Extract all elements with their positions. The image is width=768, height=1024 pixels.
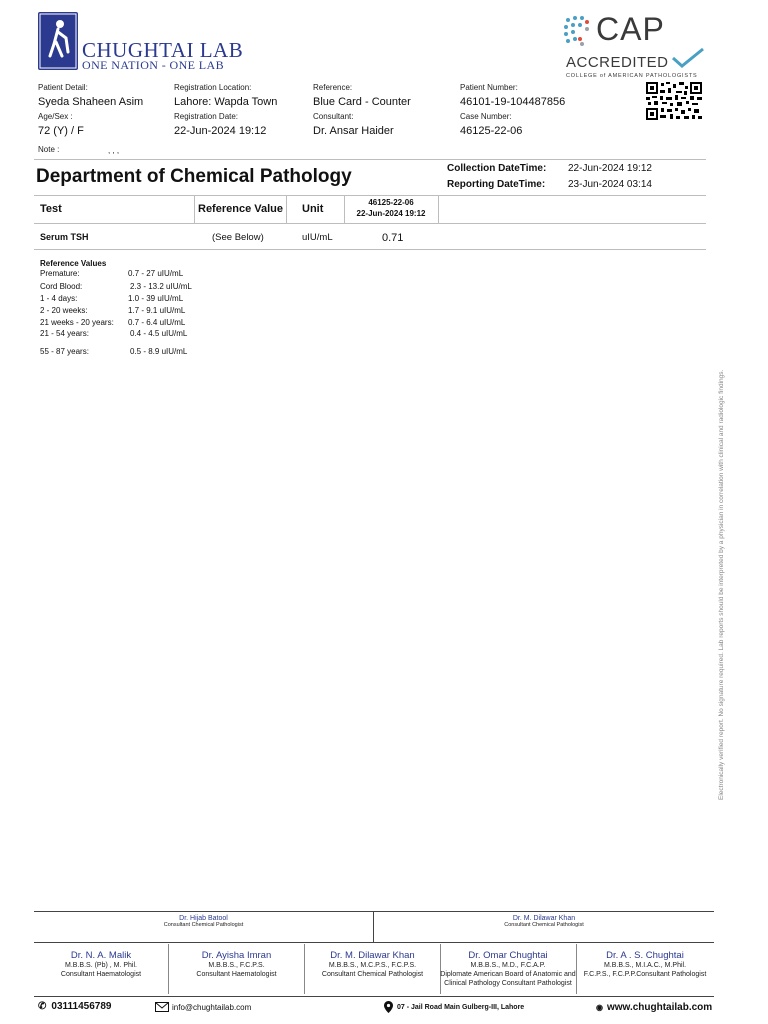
signatory-quals: M.B.B.S., M.D., F.C.A.P. [470,962,546,969]
row-test: Serum TSH [40,232,89,242]
footer-address [384,1001,524,1013]
cap-org: COLLEGE of AMERICAN PATHOLOGISTS [566,73,698,79]
signatory-2 [169,950,304,979]
patient-name: Syeda Shaheen Asim [38,96,144,108]
cap-accredited: ACCREDITED [566,54,669,71]
globe-icon: ◉ [596,1003,603,1012]
ref-label: 55 - 87 years: [40,347,89,356]
signatory-name: Dr. Omar Chughtai [468,950,548,961]
signatories-mid-line [34,942,714,943]
cap-dots-icon [562,14,598,54]
footer-top-line [34,996,714,997]
col-sep [194,195,195,223]
ref-range: 1.0 - 39 uIU/mL [128,294,184,303]
col-sep [438,195,439,223]
walking-man-icon [38,12,78,70]
footer-website[interactable] [596,1002,712,1013]
note-value: , , , [108,146,120,155]
signatory-top-1 [34,915,373,929]
checkmark-icon [670,46,706,70]
table-header-top [34,195,706,196]
reference-value: Blue Card - Counter [313,96,411,108]
signatory-title: Consultant Haematologist [196,971,277,978]
age-sex: 72 (Y) / F [38,125,84,137]
ref-label: 21 - 54 years: [40,329,89,338]
table-header-bottom [34,223,706,224]
signatory-title: Consultant Chemical Pathologist [504,922,584,928]
reference-label: Reference: [313,83,353,92]
ref-label: 1 - 4 days: [40,294,78,303]
reg-location-label: Registration Location: [174,83,252,92]
ref-range: 2.3 - 13.2 uIU/mL [130,282,192,291]
col-header-test: Test [40,203,62,215]
cap-accreditation [562,11,712,79]
signatory-5 [576,950,714,979]
signatory-3 [305,950,440,979]
qr-code [646,82,702,120]
phone-icon: ✆ [38,1001,47,1012]
phone-number: 03111456789 [51,1001,112,1012]
ref-label: 2 - 20 weeks: [40,306,88,315]
col-header-case: 46125-22-06 [368,198,414,207]
row-ref: (See Below) [212,232,264,243]
reporting-value: 23-Jun-2024 03:14 [568,179,652,190]
case-number: 46125-22-06 [460,125,523,137]
consultant-value: Dr. Ansar Haider [313,125,394,137]
col-header-ref: Reference Value [198,203,283,215]
ref-range: 1.7 - 9.1 uIU/mL [128,306,186,315]
verification-note: Electronically verified report. No signature required. Lab reports should be interpreted by a physician in correlation with clinical and radiologic findings. [718,369,725,800]
footer-email[interactable] [155,1002,251,1012]
lab-logo [38,12,258,72]
age-sex-label: Age/Sex : [38,112,73,121]
ref-range: 0.5 - 8.9 uIU/mL [130,347,188,356]
patient-number-label: Patient Number: [460,83,518,92]
brand-tagline: ONE NATION - ONE LAB [82,58,224,72]
signatory-name: Dr. M. Dilawar Khan [330,950,415,961]
col-sep [286,195,287,223]
signatory-name: Dr. Ayisha Imran [201,950,272,961]
col-header-unit: Unit [302,203,324,215]
signatory-quals: M.B.B.S., M.I.A.C., M.Phil. [603,962,687,969]
signatory-name: Dr. Hijab Batool [179,915,228,922]
footer-phone[interactable] [38,1001,111,1012]
collection-label: Collection DateTime: [447,163,547,174]
signatory-name: Dr. N. A. Malik [70,950,132,961]
cap-title: CAP [596,11,665,47]
envelope-icon [155,1002,169,1012]
collection-value: 22-Jun-2024 19:12 [568,163,652,174]
signatory-top-2 [374,915,714,929]
results-table [34,195,706,255]
signatory-quals: M.B.B.S. (Pb) , M. Phil. [65,962,137,969]
signatory-quals: M.B.B.S., F.C.P.S. [208,962,265,969]
ref-label: Cord Blood: [40,282,83,291]
signatory-title: Consultant Haematologist [60,971,142,978]
col-header-case-date: 22-Jun-2024 19:12 [356,209,426,218]
table-row-bottom [34,249,706,250]
patient-detail-label: Patient Detail: [38,83,88,92]
signatory-4 [440,950,576,988]
signatories-top-line [34,911,714,912]
reg-date-label: Registration Date: [174,112,239,121]
signatory-title: Diplomate American Board of Anatomic and Clinical Pathology Consultant Pathologist [440,971,576,987]
row-unit: uIU/mL [302,232,333,243]
case-number-label: Case Number: [460,112,512,121]
reg-date: 22-Jun-2024 19:12 [174,125,267,137]
signatory-1 [34,950,168,979]
department-title: Department of Chemical Pathology [36,166,352,187]
signatory-title: F.C.P.S., F.C.P.P.Consultant Pathologist [583,971,707,978]
ref-label: 21 weeks - 20 years: [40,318,114,327]
signatory-title: Consultant Chemical Pathologist [163,922,244,928]
address-text: 07 - Jail Road Main Gulberg-III, Lahore [397,1003,525,1011]
row-value: 0.71 [382,232,404,244]
ref-label: Premature: [40,269,80,278]
signatory-title: Consultant Chemical Pathologist [321,971,424,978]
logo-mark [38,12,78,70]
website-url: www.chughtailab.com [606,1002,713,1013]
ref-range: 0.7 - 27 uIU/mL [128,269,184,278]
reg-location: Lahore: Wapda Town [174,96,278,108]
signatory-name: Dr. M. Dilawar Khan [512,915,576,922]
reference-values-title: Reference Values [40,259,107,268]
divider-top [34,159,706,160]
consultant-label: Consultant: [313,112,354,121]
note-label: Note : [38,145,60,154]
email-address: info@chughtailab.com [172,1002,252,1012]
location-pin-icon [384,1001,393,1013]
reporting-label: Reporting DateTime: [447,179,546,190]
patient-number: 46101-19-104487856 [460,96,566,108]
signatory-quals: M.B.B.S., M.C.P.S., F.C.P.S. [328,962,417,969]
signatory-name: Dr. A . S. Chughtai [606,950,684,961]
brand-name: CHUGHTAI LAB [82,38,244,62]
ref-range: 0.7 - 6.4 uIU/mL [128,318,186,327]
ref-range: 0.4 - 4.5 uIU/mL [130,329,188,338]
